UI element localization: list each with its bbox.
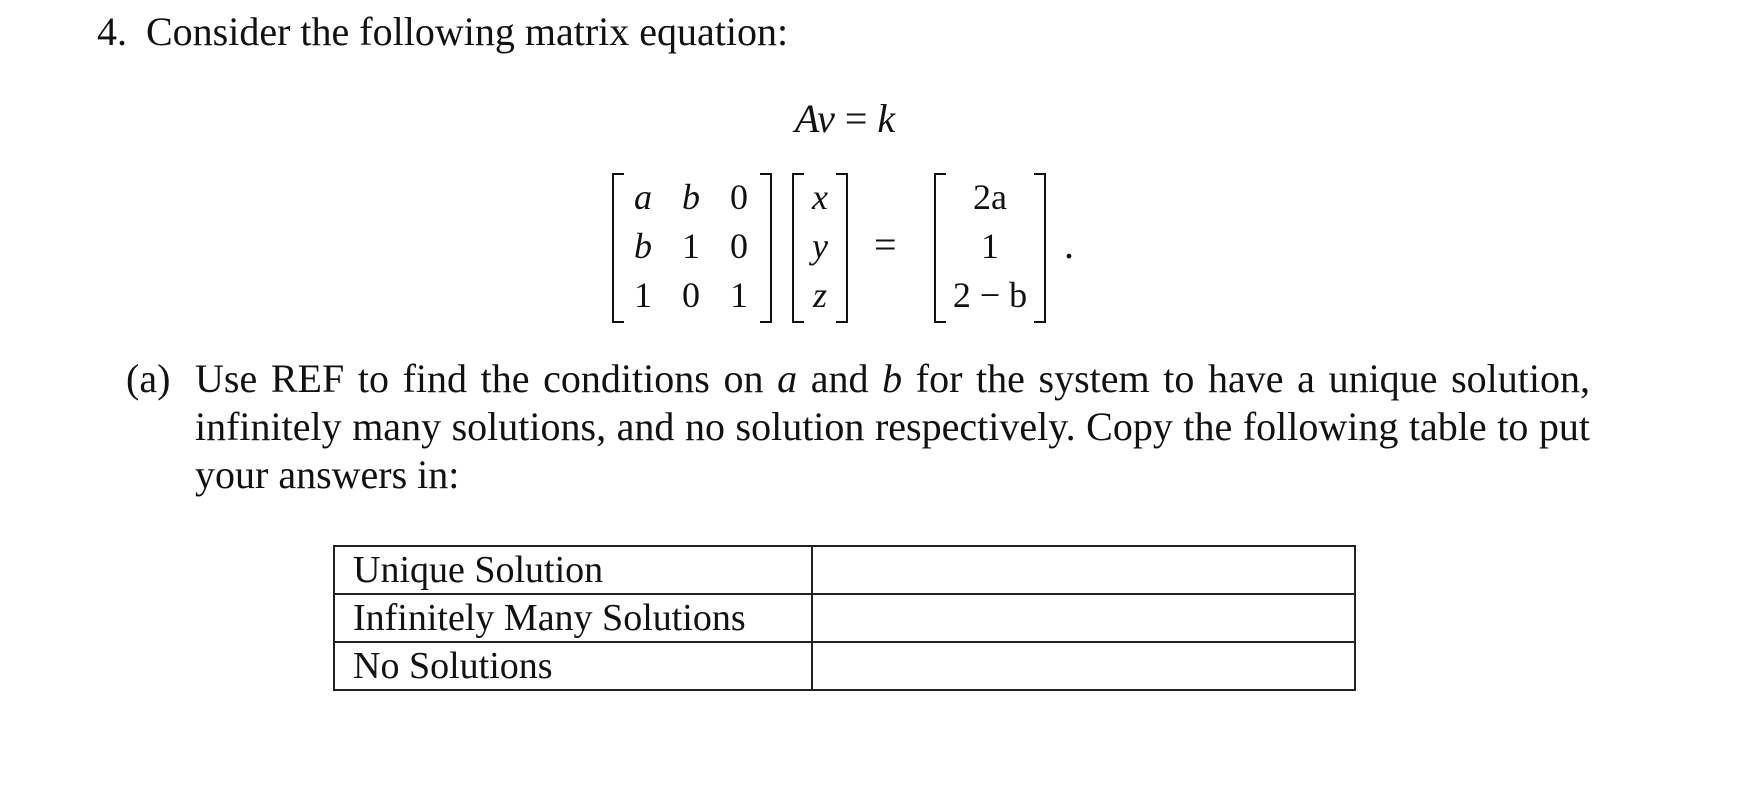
equation-lhs: Av xyxy=(794,96,835,141)
part-a-text-segment: Use REF to find the conditions on xyxy=(195,356,778,401)
vector-v-cell: y xyxy=(812,226,828,266)
part-a-text xyxy=(195,355,1590,499)
matrix-a-cell: b xyxy=(634,226,652,266)
equation-period: . xyxy=(1064,222,1074,267)
answer-table xyxy=(333,545,1356,691)
equation-rhs: k xyxy=(877,96,896,141)
matrix-equals-sign: = xyxy=(874,222,897,267)
row-label-no-solutions: No Solutions xyxy=(334,642,812,690)
part-a-text-segment: and xyxy=(797,356,883,401)
vector-k-cell: 2 − b xyxy=(952,275,1028,315)
question-text: Consider the following matrix equation: xyxy=(146,9,789,54)
matrix-a-cell: 1 xyxy=(634,275,652,315)
vector-v-cell: x xyxy=(812,177,828,217)
vector-k xyxy=(934,173,1046,323)
question-number: 4. xyxy=(97,9,127,54)
vector-v xyxy=(792,173,848,323)
matrix-a xyxy=(612,173,772,323)
matrix-a-cell: b xyxy=(682,177,700,217)
table-row xyxy=(334,642,1355,690)
matrix-a-cell: 0 xyxy=(730,177,748,217)
table-row xyxy=(334,594,1355,642)
part-a-label: (a) xyxy=(126,356,171,401)
matrix-a-cell: 1 xyxy=(730,275,748,315)
vector-k-cell: 2a xyxy=(973,177,1007,217)
table-row xyxy=(334,546,1355,594)
row-label-infinitely-many-solutions: Infinitely Many Solutions xyxy=(334,594,812,642)
vector-k-cell: 1 xyxy=(981,226,999,266)
equation-av-k xyxy=(0,95,1690,142)
matrix-a-cell: a xyxy=(634,177,652,217)
answer-cell-no-solutions xyxy=(812,642,1355,690)
row-label-unique-solution: Unique Solution xyxy=(334,546,812,594)
part-a-variable-a: a xyxy=(777,356,798,401)
matrix-equation xyxy=(612,173,1092,323)
part-a-text-segment: for the system to have a unique solution, infinitely many solutions, and no solution respectively. Copy the following table to put your answers in: xyxy=(195,356,1590,497)
equation-equals: = xyxy=(844,96,868,141)
matrix-a-cell: 1 xyxy=(682,226,700,266)
matrix-a-cell: 0 xyxy=(730,226,748,266)
vector-v-cell: z xyxy=(812,275,827,315)
part-a-variable-b: b xyxy=(882,356,903,401)
answer-cell-infinitely-many-solutions xyxy=(812,594,1355,642)
matrix-a-cell: 0 xyxy=(682,275,700,315)
answer-cell-unique-solution xyxy=(812,546,1355,594)
